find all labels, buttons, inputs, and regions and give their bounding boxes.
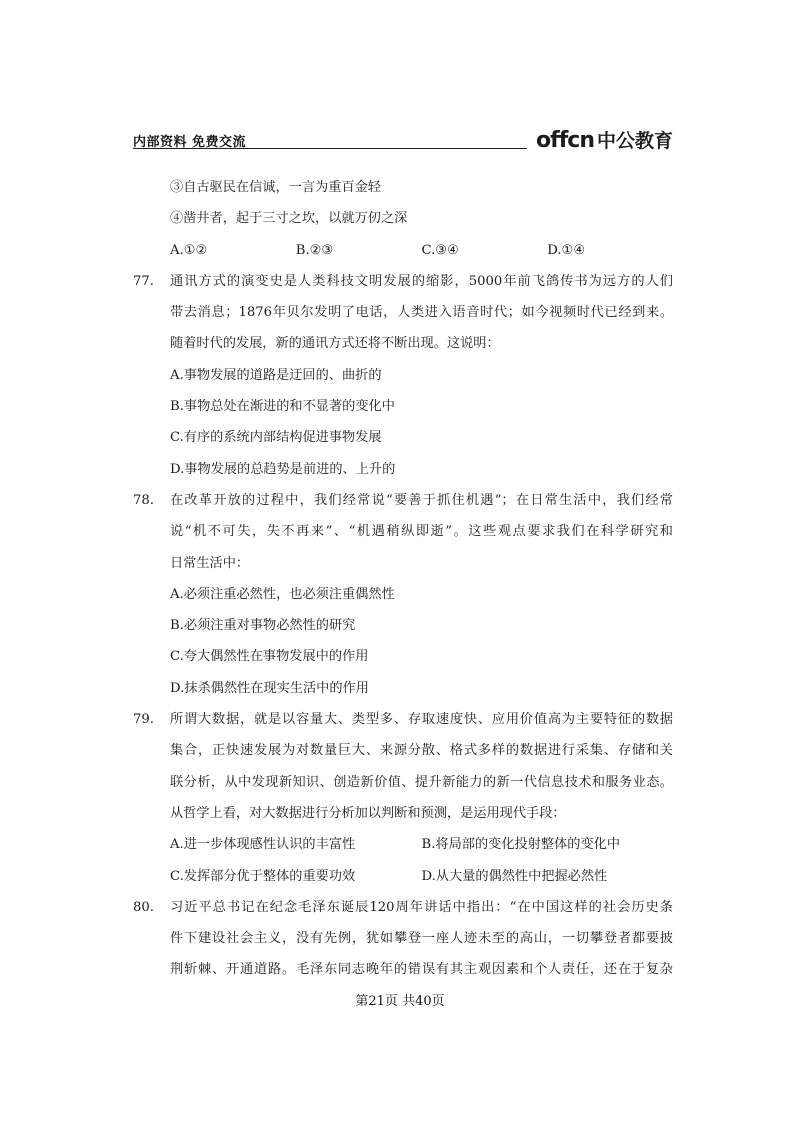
question-number: 78. [133, 492, 154, 508]
option-a: A.进一步体现感性认识的丰富性 [170, 837, 356, 853]
header-rule [133, 148, 527, 149]
page-content [133, 172, 673, 986]
question-text-line: 带去消息；1876年贝尔发明了电话，人类进入语音时代；如今视频时代已经到来。 [170, 305, 673, 321]
question-text-line: 所谓大数据，就是以容量大、类型多、存取速度快、应用价值高为主要特征的数据 [170, 712, 673, 728]
option-c: C.夸大偶然性在事物发展中的作用 [170, 649, 369, 665]
option-a: A.事物发展的道路是迂回的、曲折的 [170, 367, 382, 383]
option-a: A.必须注重必然性，也必须注重偶然性 [170, 586, 395, 602]
question-text-line: 习近平总书记在纪念毛泽东诞辰120周年讲话中指出：“在中国这样的社会历史条 [170, 899, 673, 915]
header-label: 内部资料 免费交流 [133, 135, 247, 150]
statement-3: ③自古驱民在信诚，一言为重百金轻 [170, 180, 381, 195]
question-text-line: 说“机不可失，失不再来”、“机遇稍纵即逝”。这些观点要求我们在科学研究和 [170, 524, 673, 540]
question-text-line: 在改革开放的过程中，我们经常说“要善于抓住机遇”；在日常生活中，我们经常 [170, 492, 673, 508]
question-number: 79. [133, 712, 154, 728]
question-80 [133, 892, 673, 923]
question-number: 77. [133, 273, 154, 289]
option-b: B.必须注重对事物必然性的研究 [170, 618, 356, 634]
question-77 [133, 266, 673, 297]
question-79 [133, 704, 673, 735]
option-c: C.有序的系统内部结构促进事物发展 [170, 430, 382, 446]
offcn-logo [536, 127, 673, 153]
question-text-line: 联分析，从中发现新知识、创造新价值、提升新能力的新一代信息技术和服务业态。 [170, 774, 673, 790]
question-text-line: 件下建设社会主义，没有先例，犹如攀登一座人迹未至的高山，一切攀登者都要披 [170, 931, 673, 947]
question-text-line: 通讯方式的演变史是人类科技文明发展的缩影，5000年前飞鸽传书为远方的人们 [170, 273, 673, 289]
option-b: B.将局部的变化投射整体的变化中 [421, 837, 621, 853]
option-c: C.发挥部分优于整体的重要功效 [170, 868, 356, 884]
question-text-line: 从哲学上看，对大数据进行分析加以判断和预测，是运用现代手段： [170, 805, 566, 821]
option-d: D.事物发展的总趋势是前进的、上升的 [170, 461, 396, 477]
option-d: D.从大量的偶然性中把握必然性 [421, 868, 608, 884]
page-header [133, 127, 673, 155]
question-79-options-row-2 [133, 861, 673, 892]
option-a: A.①② [170, 242, 208, 258]
logo-text-en: offcn [536, 128, 594, 153]
logo-text-cn: 中公教育 [596, 130, 673, 152]
statement-4: ④凿井者，起于三寸之坎，以就万仞之深 [170, 211, 408, 227]
question-text-line: 荆斩棘、开通道路。毛泽东同志晚年的错误有其主观因素和个人责任，还在于复杂 [170, 962, 673, 978]
page-number: 第21页 共40页 [355, 994, 445, 1009]
option-b: B.事物总处在渐进的和不显著的变化中 [170, 399, 395, 415]
question-text-line: 日常生活中： [170, 555, 250, 571]
question-78 [133, 485, 673, 516]
question-76-options [133, 235, 673, 266]
question-79-options-row-1 [133, 829, 673, 860]
question-number: 80. [133, 899, 154, 915]
option-b: B.②③ [295, 242, 334, 258]
option-d: D.①④ [547, 242, 586, 258]
option-c: C.③④ [421, 242, 459, 258]
question-text-line: 随着时代的发展，新的通讯方式还将不断出现。这说明： [170, 336, 500, 352]
question-text-line: 集合，正快速发展为对数量巨大、来源分散、格式多样的数据进行采集、存储和关 [170, 743, 673, 759]
option-d: D.抹杀偶然性在现实生活中的作用 [170, 680, 369, 696]
